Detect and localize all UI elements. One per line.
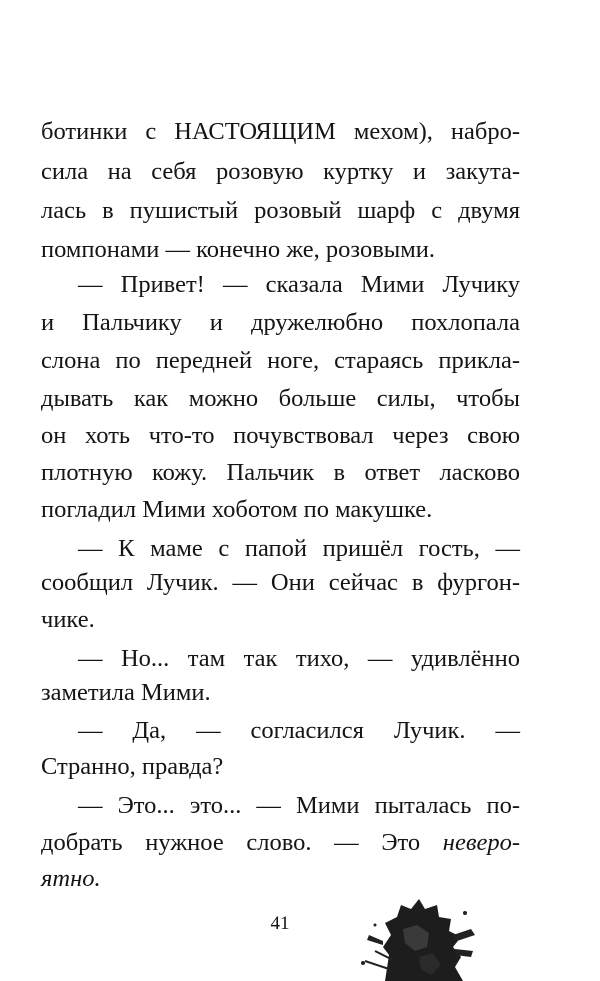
text-line — [41, 828, 520, 858]
page-number: 41 — [270, 913, 290, 934]
italic-word: неверо- — [442, 829, 520, 856]
ink-splatter-illustration — [345, 895, 480, 981]
text-line: помпонами — конечно же, розовыми. — [41, 236, 435, 263]
text-line: и Пальчику и дружелюбно похлопала — [41, 309, 520, 336]
text-line: — Это... это... — Мими пыталась по- — [78, 792, 520, 819]
text-line: ботинки с НАСТОЯЩИМ мехом), набро- — [41, 118, 520, 145]
text-line: — К маме с папой пришёл гость, — — [78, 535, 520, 562]
text-line: он хоть что-то почувствовал через свою — [41, 422, 520, 449]
text-line: чике. — [41, 606, 95, 633]
text-line — [41, 864, 520, 894]
text-line: погладил Мими хоботом по макушке. — [41, 496, 433, 523]
text-line: лась в пушистый розовый шарф с двумя — [41, 197, 520, 224]
text-line: сила на себя розовую куртку и закута- — [41, 158, 520, 185]
italic-word: ятно. — [41, 865, 101, 892]
text-line: — Но... там так тихо, — удивлённо — [78, 645, 520, 672]
text-line: — Да, — согласился Лучик. — — [78, 717, 520, 744]
text-line: заметила Мими. — [41, 679, 211, 706]
text-line: сообщил Лучик. — Они сейчас в фургон- — [41, 569, 520, 596]
text-line: плотную кожу. Пальчик в ответ ласково — [41, 459, 520, 486]
text-line: Странно, правда? — [41, 753, 224, 780]
text-line: слона по передней ноге, стараясь прикла- — [41, 347, 520, 374]
text-line: дывать как можно больше силы, чтобы — [41, 385, 520, 412]
text-line: — Привет! — сказала Мими Лучику — [78, 271, 520, 298]
text-run: добрать нужное слово. — Это — [41, 829, 421, 856]
